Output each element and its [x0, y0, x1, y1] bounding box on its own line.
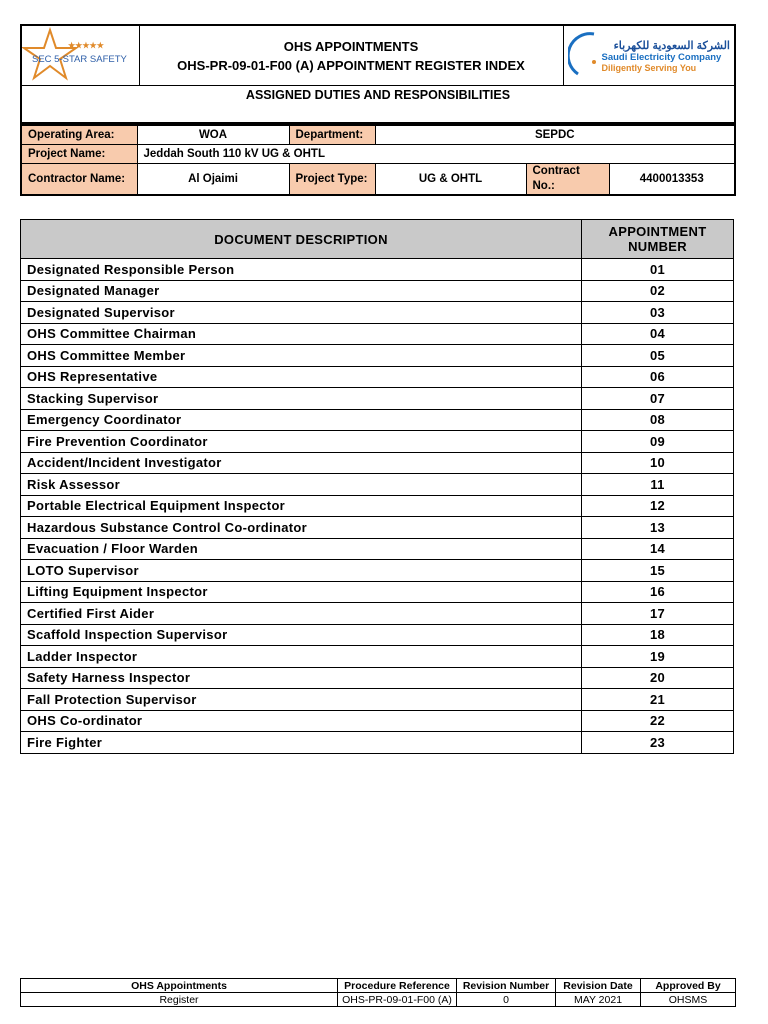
table-row	[21, 302, 734, 324]
table-row	[21, 388, 734, 410]
project-name-value: Jeddah South 110 kV UG & OHTL	[137, 144, 735, 163]
table-row	[21, 560, 734, 582]
number-cell: 17	[582, 603, 734, 625]
description-cell: LOTO Supervisor	[21, 560, 582, 582]
project-type-value: UG & OHTL	[375, 163, 526, 195]
description-cell: Designated Responsible Person	[21, 259, 582, 281]
contractor-label: Contractor Name:	[21, 163, 137, 195]
description-cell: Lifting Equipment Inspector	[21, 581, 582, 603]
footer-header-cell: Approved By	[641, 979, 736, 993]
number-cell: 03	[582, 302, 734, 324]
number-cell: 07	[582, 388, 734, 410]
table-row	[21, 409, 734, 431]
contract-no-label: Contract No.:	[526, 163, 609, 195]
number-cell: 16	[582, 581, 734, 603]
footer-table	[20, 978, 736, 1007]
document-title	[139, 25, 563, 86]
number-cell: 21	[582, 689, 734, 711]
description-cell: OHS Representative	[21, 366, 582, 388]
contractor-value: Al Ojaimi	[137, 163, 289, 195]
description-cell: Fire Prevention Coordinator	[21, 431, 582, 453]
description-cell: Emergency Coordinator	[21, 409, 582, 431]
description-cell: OHS Committee Member	[21, 345, 582, 367]
number-cell: 22	[582, 710, 734, 732]
footer-value-cell: OHSMS	[641, 993, 736, 1007]
description-cell: Fire Fighter	[21, 732, 582, 754]
operating-area-label: Operating Area:	[21, 125, 137, 144]
project-type-label: Project Type:	[289, 163, 375, 195]
number-cell: 04	[582, 323, 734, 345]
project-name-label: Project Name:	[21, 144, 137, 163]
table-row	[21, 689, 734, 711]
description-cell: Safety Harness Inspector	[21, 667, 582, 689]
table-row	[21, 710, 734, 732]
sec-logo-icon	[568, 30, 598, 80]
number-cell: 01	[582, 259, 734, 281]
number-cell: 08	[582, 409, 734, 431]
logo-name: Saudi Electricity Company	[601, 51, 722, 63]
footer-header-cell: Revision Date	[556, 979, 641, 993]
description-cell: Scaffold Inspection Supervisor	[21, 624, 582, 646]
footer-value-cell: OHS-PR-09-01-F00 (A)	[338, 993, 457, 1007]
header-table	[20, 24, 736, 124]
table-row	[21, 431, 734, 453]
description-cell: Ladder Inspector	[21, 646, 582, 668]
number-cell: 12	[582, 495, 734, 517]
table-row	[21, 624, 734, 646]
logo-arabic: الشركة السعودية للكهرباء	[613, 39, 730, 52]
title-line-1: OHS APPOINTMENTS	[283, 38, 419, 54]
description-cell: Designated Manager	[21, 280, 582, 302]
footer-value-cell: Register	[21, 993, 338, 1007]
footer-value-cell: MAY 2021	[556, 993, 641, 1007]
logo-tagline: Diligently Serving You	[601, 62, 697, 73]
footer-header-cell: OHS Appointments	[21, 979, 338, 993]
department-value: SEPDC	[375, 125, 735, 144]
sec-company-logo	[563, 25, 735, 86]
number-cell: 10	[582, 452, 734, 474]
table-row	[21, 517, 734, 539]
description-cell: Certified First Aider	[21, 603, 582, 625]
number-cell: 14	[582, 538, 734, 560]
footer-value-cell: 0	[457, 993, 556, 1007]
contract-no-value: 4400013353	[609, 163, 735, 195]
project-info-table	[20, 124, 736, 196]
department-label: Department:	[289, 125, 375, 144]
description-cell: Designated Supervisor	[21, 302, 582, 324]
operating-area-value: WOA	[137, 125, 289, 144]
number-cell: 06	[582, 366, 734, 388]
table-row	[21, 538, 734, 560]
number-cell: 11	[582, 474, 734, 496]
sec-5-star-logo	[21, 25, 139, 86]
table-row	[21, 495, 734, 517]
table-row	[21, 581, 734, 603]
description-cell: OHS Co-ordinator	[21, 710, 582, 732]
col-description-header: DOCUMENT DESCRIPTION	[21, 220, 582, 259]
table-row	[21, 345, 734, 367]
number-cell: 02	[582, 280, 734, 302]
number-cell: 05	[582, 345, 734, 367]
logo-text: SEC 5-STAR SAFETY	[32, 54, 127, 65]
description-cell: Risk Assessor	[21, 474, 582, 496]
table-row	[21, 667, 734, 689]
table-row	[21, 646, 734, 668]
col-number-header: APPOINTMENT NUMBER	[582, 220, 734, 259]
number-cell: 20	[582, 667, 734, 689]
number-cell: 15	[582, 560, 734, 582]
table-row	[21, 452, 734, 474]
number-cell: 18	[582, 624, 734, 646]
title-line-2: OHS-PR-09-01-F00 (A) APPOINTMENT REGISTER INDEX	[177, 57, 525, 73]
svg-text:★★★★★: ★★★★★	[68, 41, 104, 50]
description-cell: Portable Electrical Equipment Inspector	[21, 495, 582, 517]
description-cell: Hazardous Substance Control Co-ordinator	[21, 517, 582, 539]
number-cell: 09	[582, 431, 734, 453]
number-cell: 13	[582, 517, 734, 539]
table-row	[21, 474, 734, 496]
number-cell: 19	[582, 646, 734, 668]
table-row	[21, 732, 734, 754]
footer-header-cell: Revision Number	[457, 979, 556, 993]
table-row	[21, 280, 734, 302]
table-row	[21, 603, 734, 625]
footer-header-cell: Procedure Reference	[338, 979, 457, 993]
description-cell: Evacuation / Floor Warden	[21, 538, 582, 560]
table-row	[21, 259, 734, 281]
description-cell: Fall Protection Supervisor	[21, 689, 582, 711]
description-cell: OHS Committee Chairman	[21, 323, 582, 345]
appointment-table	[20, 219, 734, 754]
table-row	[21, 366, 734, 388]
table-row	[21, 323, 734, 345]
number-cell: 23	[582, 732, 734, 754]
subtitle: ASSIGNED DUTIES AND RESPONSIBILITIES	[21, 86, 735, 123]
description-cell: Accident/Incident Investigator	[21, 452, 582, 474]
description-cell: Stacking Supervisor	[21, 388, 582, 410]
